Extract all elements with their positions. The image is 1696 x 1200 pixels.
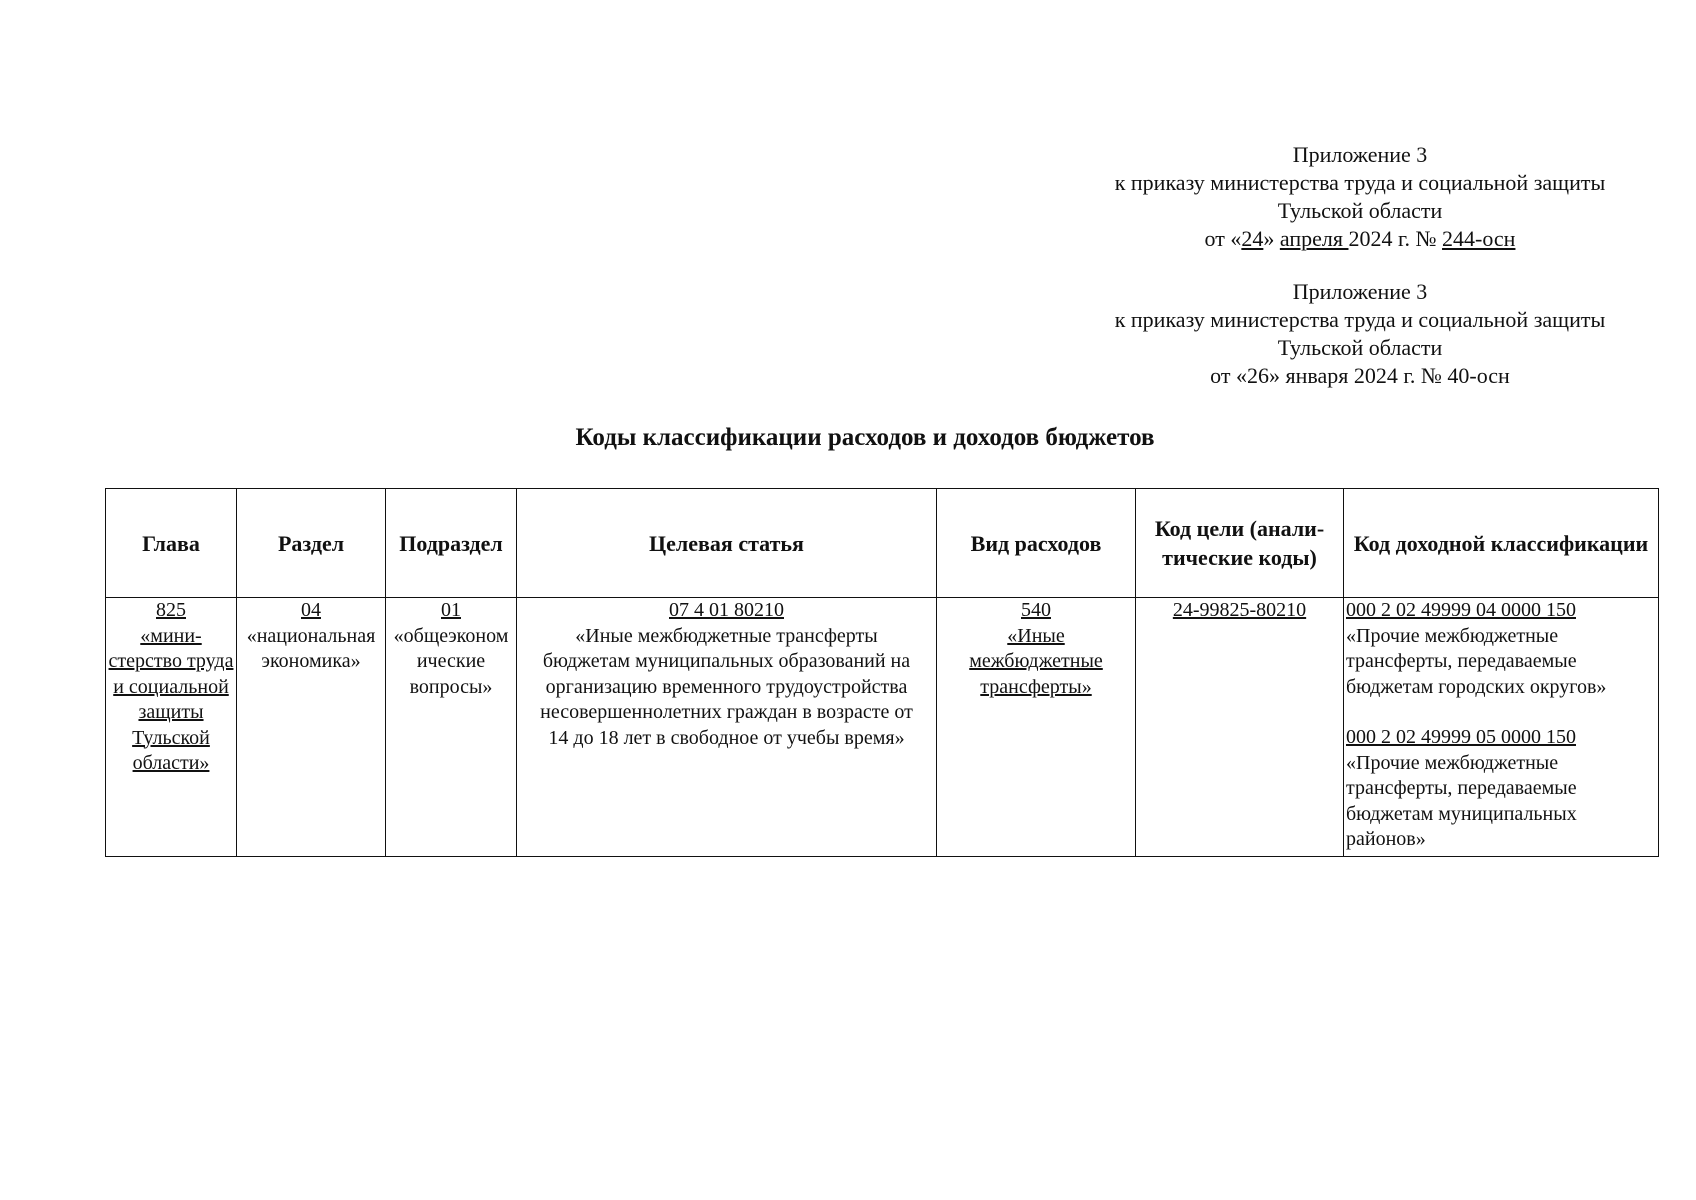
cell-chapter [106, 598, 237, 857]
annex-current-line1: Приложение 3 [1292, 142, 1428, 167]
order-number: 244-осн [1442, 226, 1516, 251]
cell-income-code [1344, 598, 1659, 857]
annex-current-line2: к приказу министерства труда и социальной защиты [1114, 170, 1606, 195]
cell-section [237, 598, 386, 857]
annex-previous [1080, 278, 1640, 390]
header-goal-code: Код цели (анали-тические коды) [1136, 489, 1344, 598]
income-code-1: 000 2 02 49999 04 0000 150 [1346, 599, 1576, 621]
chapter-code: 825 [156, 599, 186, 621]
target-name: «Иные межбюджетные трансферты бюджетам муниципальных образований на организацию временного трудоустройства несовершеннолетних граждан в возрасте от 14 до 18 лет в свободное от учебы время» [540, 624, 913, 749]
header-income-code: Код доходной классификации [1344, 489, 1659, 598]
expense-name: «Иные межбюджетные трансферты» [969, 624, 1103, 698]
header-target: Целевая статья [517, 489, 937, 598]
target-code: 07 4 01 80210 [669, 599, 784, 621]
spacer [1346, 700, 1656, 725]
cell-goal-code [1136, 598, 1344, 857]
income-name-2: «Прочие межбюджетные трансферты, передаваемые бюджетам муниципальных районов» [1346, 751, 1577, 850]
document-title: Коды классификации расходов и доходов бюджетов [575, 424, 1155, 451]
chapter-name: «мини-стерство труда и социальной защиты Тульской области» [108, 624, 234, 774]
annex-current-date [1080, 225, 1640, 253]
annex-current-line3: Тульской области [1277, 198, 1443, 223]
date-month: апреля [1279, 226, 1349, 251]
subsection-name: «общеэконом ические вопросы» [393, 624, 509, 698]
date-year: 2024 г. № [1348, 226, 1443, 251]
expense-code: 540 [1021, 599, 1051, 621]
section-code: 04 [301, 599, 321, 621]
cell-subsection [386, 598, 517, 857]
header-expense-type: Вид расходов [937, 489, 1136, 598]
cell-target [517, 598, 937, 857]
header-section: Раздел [237, 489, 386, 598]
annex-previous-line3: Тульской области [1277, 335, 1443, 360]
subsection-code: 01 [441, 599, 461, 621]
annex-previous-line4: от «26» января 2024 г. № 40-осн [1210, 363, 1510, 388]
income-name-1: «Прочие межбюджетные трансферты, передаваемые бюджетам городских округов» [1346, 624, 1607, 698]
section-name: «национальная экономика» [246, 624, 376, 672]
date-prefix: от « [1204, 226, 1242, 251]
header-chapter: Глава [106, 489, 237, 598]
annex-previous-line1: Приложение 3 [1292, 279, 1428, 304]
table-row [106, 598, 1659, 857]
classification-table [105, 488, 1659, 857]
goal-code: 24-99825-80210 [1172, 599, 1307, 621]
date-mid: » [1263, 226, 1280, 251]
annex-previous-line2: к приказу министерства труда и социальной защиты [1114, 307, 1606, 332]
table-header-row [106, 489, 1659, 598]
date-day: 24 [1241, 226, 1264, 251]
annex-current [1080, 141, 1640, 253]
income-code-2: 000 2 02 49999 05 0000 150 [1346, 726, 1576, 748]
header-subsection: Подраздел [386, 489, 517, 598]
cell-expense-type [937, 598, 1136, 857]
